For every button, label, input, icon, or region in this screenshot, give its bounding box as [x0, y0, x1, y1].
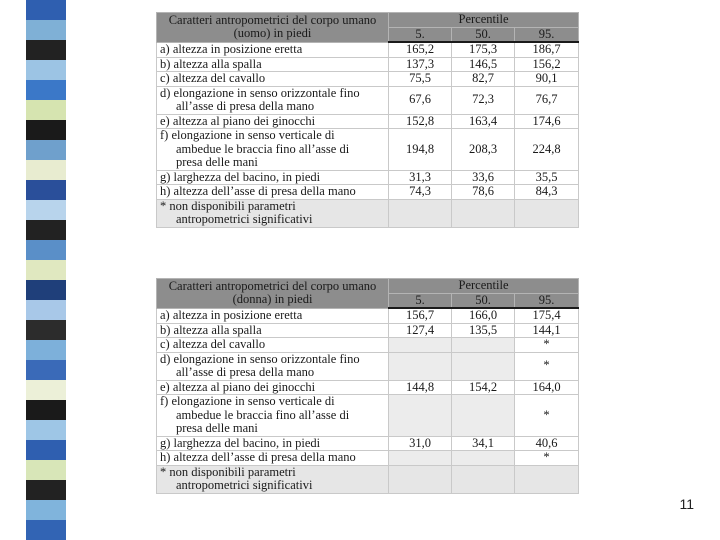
stripe-block: [26, 300, 66, 320]
row-label: [157, 129, 389, 171]
note-row: [157, 199, 579, 227]
table-row: [157, 308, 579, 323]
row-label-line: h) altezza dell’asse di presa della mano: [160, 184, 356, 198]
note-cell: [157, 199, 389, 227]
table-row: [157, 338, 579, 353]
table-row: [157, 170, 579, 185]
stripe-block: [26, 160, 66, 180]
percentile-2: 50.: [452, 27, 515, 42]
row-label-line: presa delle mani: [176, 155, 258, 169]
row-label-line: a) altezza in posizione eretta: [160, 308, 303, 322]
row-value: 174,6: [515, 114, 579, 129]
note-row: [157, 465, 579, 493]
table-row: [157, 72, 579, 87]
stripe-block: [26, 440, 66, 460]
row-value: *: [515, 395, 579, 437]
row-value: 33,6: [452, 170, 515, 185]
row-label-line: f) elongazione in senso verticale di: [160, 128, 335, 142]
row-value: 90,1: [515, 72, 579, 87]
row-value: 146,5: [452, 57, 515, 72]
stripe-block: [26, 380, 66, 400]
table-row: [157, 57, 579, 72]
row-value: 166,0: [452, 308, 515, 323]
row-label-line: c) altezza del cavallo: [160, 71, 266, 85]
row-value: [389, 451, 452, 466]
row-label: [157, 436, 389, 451]
table-row: [157, 185, 579, 200]
percentile-1: 5.: [389, 293, 452, 308]
stripe-block: [26, 200, 66, 220]
decorative-stripe: [26, 0, 66, 540]
row-label: [157, 86, 389, 114]
row-value: 137,3: [389, 57, 452, 72]
row-label: [157, 170, 389, 185]
stripe-block: [26, 260, 66, 280]
table-row: [157, 86, 579, 114]
row-value: 78,6: [452, 185, 515, 200]
row-label: [157, 308, 389, 323]
row-label: [157, 185, 389, 200]
row-value: 135,5: [452, 323, 515, 338]
row-value: 152,8: [389, 114, 452, 129]
table-row: [157, 114, 579, 129]
row-value: 82,7: [452, 72, 515, 87]
stripe-block: [26, 520, 66, 540]
table-row: [157, 395, 579, 437]
row-label-line: e) altezza al piano dei ginocchi: [160, 114, 316, 128]
percentile-3: 95.: [515, 293, 579, 308]
table-row: [157, 451, 579, 466]
row-value: 144,1: [515, 323, 579, 338]
row-value: 144,8: [389, 380, 452, 395]
note-line: antropometrici significativi: [176, 212, 313, 226]
note-empty-cell: [389, 465, 452, 493]
row-label-line: g) larghezza del bacino, in piedi: [160, 436, 321, 450]
row-value: 175,4: [515, 308, 579, 323]
row-label: [157, 323, 389, 338]
stripe-block: [26, 20, 66, 40]
male-anthropometric-table: [156, 12, 579, 228]
row-value: 156,2: [515, 57, 579, 72]
row-value: 224,8: [515, 129, 579, 171]
row-value: 67,6: [389, 86, 452, 114]
stripe-block: [26, 60, 66, 80]
row-value: 164,0: [515, 380, 579, 395]
row-value: [452, 352, 515, 380]
row-label-line: e) altezza al piano dei ginocchi: [160, 380, 316, 394]
row-value: 72,3: [452, 86, 515, 114]
note-empty-cell: [515, 465, 579, 493]
stripe-block: [26, 460, 66, 480]
row-value: *: [515, 451, 579, 466]
percentile-header: Percentile: [389, 13, 579, 28]
stripe-block: [26, 120, 66, 140]
row-value: 74,3: [389, 185, 452, 200]
row-value: 40,6: [515, 436, 579, 451]
row-label-line: b) altezza alla spalla: [160, 323, 262, 337]
stripe-block: [26, 180, 66, 200]
stripe-block: [26, 40, 66, 60]
stripe-block: [26, 80, 66, 100]
row-value: [452, 395, 515, 437]
table-row: [157, 42, 579, 57]
percentile-2: 50.: [452, 293, 515, 308]
stripe-block: [26, 320, 66, 340]
note-empty-cell: [515, 199, 579, 227]
stripe-block: [26, 240, 66, 260]
table-header-row: [157, 13, 579, 28]
row-label-line: a) altezza in posizione eretta: [160, 42, 303, 56]
stripe-block: [26, 500, 66, 520]
stripe-block: [26, 140, 66, 160]
row-label: [157, 380, 389, 395]
row-label: [157, 395, 389, 437]
percentile-3: 95.: [515, 27, 579, 42]
row-label-line: f) elongazione in senso verticale di: [160, 394, 335, 408]
table-header-row: [157, 279, 579, 294]
table-row: [157, 323, 579, 338]
row-value: [389, 395, 452, 437]
row-label: [157, 451, 389, 466]
row-value: [452, 451, 515, 466]
stripe-block: [26, 100, 66, 120]
note-empty-cell: [389, 199, 452, 227]
row-value: [389, 338, 452, 353]
row-label: [157, 114, 389, 129]
table-row: [157, 129, 579, 171]
table-title: Caratteri antropometrici del corpo umano (uomo) in piedi: [157, 13, 389, 43]
row-label-line: all’asse di presa della mano: [176, 99, 315, 113]
row-label-line: ambedue le braccia fino all’asse di: [176, 407, 350, 422]
note-cell: [157, 465, 389, 493]
table-row: [157, 436, 579, 451]
row-value: [452, 338, 515, 353]
row-value: 165,2: [389, 42, 452, 57]
row-label: [157, 338, 389, 353]
stripe-block: [26, 0, 66, 20]
note-line: * non disponibili parametri: [160, 199, 296, 213]
row-label-line: presa delle mani: [176, 421, 258, 435]
slide-number: 11: [679, 496, 694, 512]
row-label-line: h) altezza dell’asse di presa della mano: [160, 450, 356, 464]
row-value: *: [515, 352, 579, 380]
row-value: 75,5: [389, 72, 452, 87]
stripe-block: [26, 280, 66, 300]
percentile-header: Percentile: [389, 279, 579, 294]
stripe-block: [26, 420, 66, 440]
female-anthropometric-table: [156, 278, 579, 494]
note-empty-cell: [452, 199, 515, 227]
note-empty-cell: [452, 465, 515, 493]
row-label: [157, 72, 389, 87]
row-label: [157, 352, 389, 380]
percentile-1: 5.: [389, 27, 452, 42]
stripe-block: [26, 220, 66, 240]
stripe-block: [26, 340, 66, 360]
stripe-block: [26, 360, 66, 380]
row-value: 175,3: [452, 42, 515, 57]
row-label-line: b) altezza alla spalla: [160, 57, 262, 71]
row-value: 208,3: [452, 129, 515, 171]
row-value: 31,0: [389, 436, 452, 451]
row-value: [389, 352, 452, 380]
row-value: 34,1: [452, 436, 515, 451]
row-label-line: all’asse di presa della mano: [176, 365, 315, 379]
row-label: [157, 42, 389, 57]
row-value: 76,7: [515, 86, 579, 114]
table-row: [157, 380, 579, 395]
row-label-line: c) altezza del cavallo: [160, 337, 266, 351]
row-label-line: d) elongazione in senso orizzontale fino: [160, 352, 360, 366]
row-value: 186,7: [515, 42, 579, 57]
row-value: 163,4: [452, 114, 515, 129]
row-label-line: g) larghezza del bacino, in piedi: [160, 170, 321, 184]
row-label-line: ambedue le braccia fino all’asse di: [176, 141, 350, 156]
row-value: 31,3: [389, 170, 452, 185]
note-line: * non disponibili parametri: [160, 465, 296, 479]
row-value: *: [515, 338, 579, 353]
row-value: 194,8: [389, 129, 452, 171]
row-value: 127,4: [389, 323, 452, 338]
row-value: 154,2: [452, 380, 515, 395]
row-label: [157, 57, 389, 72]
stripe-block: [26, 480, 66, 500]
note-line: antropometrici significativi: [176, 478, 313, 492]
row-label-line: d) elongazione in senso orizzontale fino: [160, 86, 360, 100]
table-title: Caratteri antropometrici del corpo umano (donna) in piedi: [157, 279, 389, 309]
row-value: 84,3: [515, 185, 579, 200]
stripe-block: [26, 400, 66, 420]
table-row: [157, 352, 579, 380]
row-value: 156,7: [389, 308, 452, 323]
row-value: 35,5: [515, 170, 579, 185]
